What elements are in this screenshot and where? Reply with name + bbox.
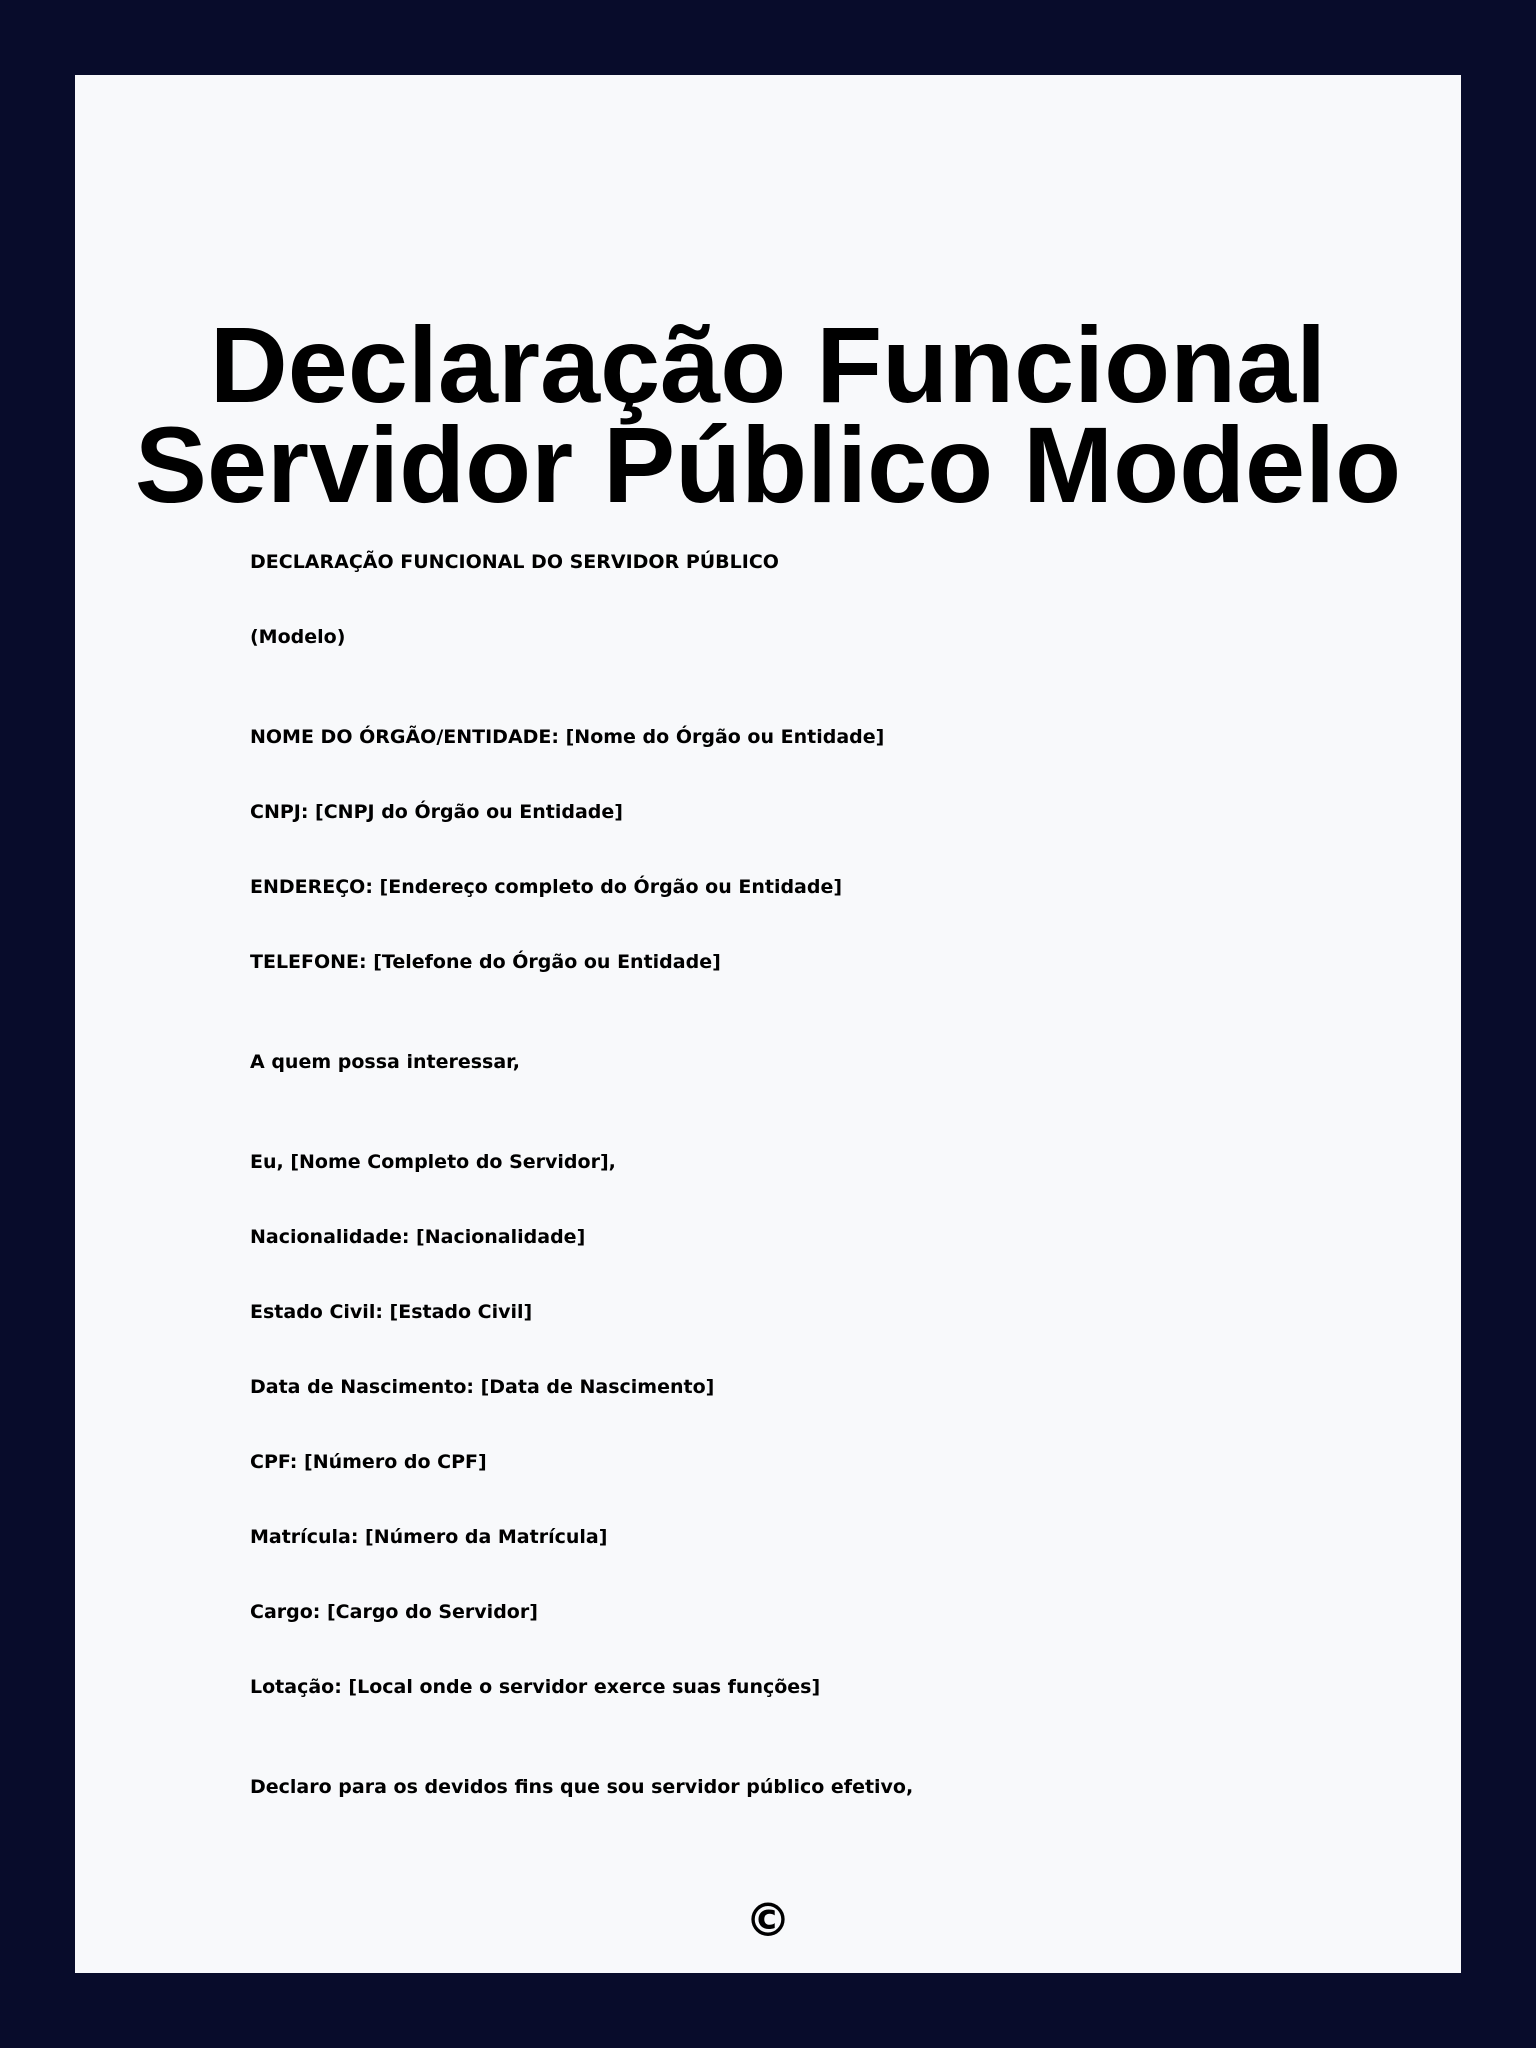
workplace-line: Lotação: [Local onde o servidor exerce suas funções]	[250, 1676, 821, 1698]
cnpj-line: CNPJ: [CNPJ do Órgão ou Entidade]	[250, 801, 623, 823]
document-page	[75, 75, 1461, 1973]
salutation-line: A quem possa interessar,	[250, 1051, 520, 1073]
title-line-2: Servidor Público Modelo	[134, 404, 1402, 525]
copyright-icon: ©	[745, 1893, 791, 1947]
model-label: (Modelo)	[250, 626, 346, 648]
phone-line: TELEFONE: [Telefone do Órgão ou Entidade]	[250, 951, 721, 973]
declaration-heading: DECLARAÇÃO FUNCIONAL DO SERVIDOR PÚBLICO	[250, 551, 779, 573]
registration-line: Matrícula: [Número da Matrícula]	[250, 1526, 608, 1548]
title-line-1: Declaração Funcional	[209, 304, 1327, 425]
document-title	[75, 304, 1461, 525]
cpf-line: CPF: [Número do CPF]	[250, 1451, 487, 1473]
marital-status-line: Estado Civil: [Estado Civil]	[250, 1301, 533, 1323]
servant-name-line: Eu, [Nome Completo do Servidor],	[250, 1151, 616, 1173]
birth-date-line: Data de Nascimento: [Data de Nascimento]	[250, 1376, 715, 1398]
address-line: ENDEREÇO: [Endereço completo do Órgão ou Entidade]	[250, 876, 843, 898]
position-line: Cargo: [Cargo do Servidor]	[250, 1601, 538, 1623]
declaration-statement-line: Declaro para os devidos fins que sou servidor público efetivo,	[250, 1776, 914, 1798]
org-name-line: NOME DO ÓRGÃO/ENTIDADE: [Nome do Órgão ou Entidade]	[250, 726, 885, 748]
nationality-line: Nacionalidade: [Nacionalidade]	[250, 1226, 586, 1248]
